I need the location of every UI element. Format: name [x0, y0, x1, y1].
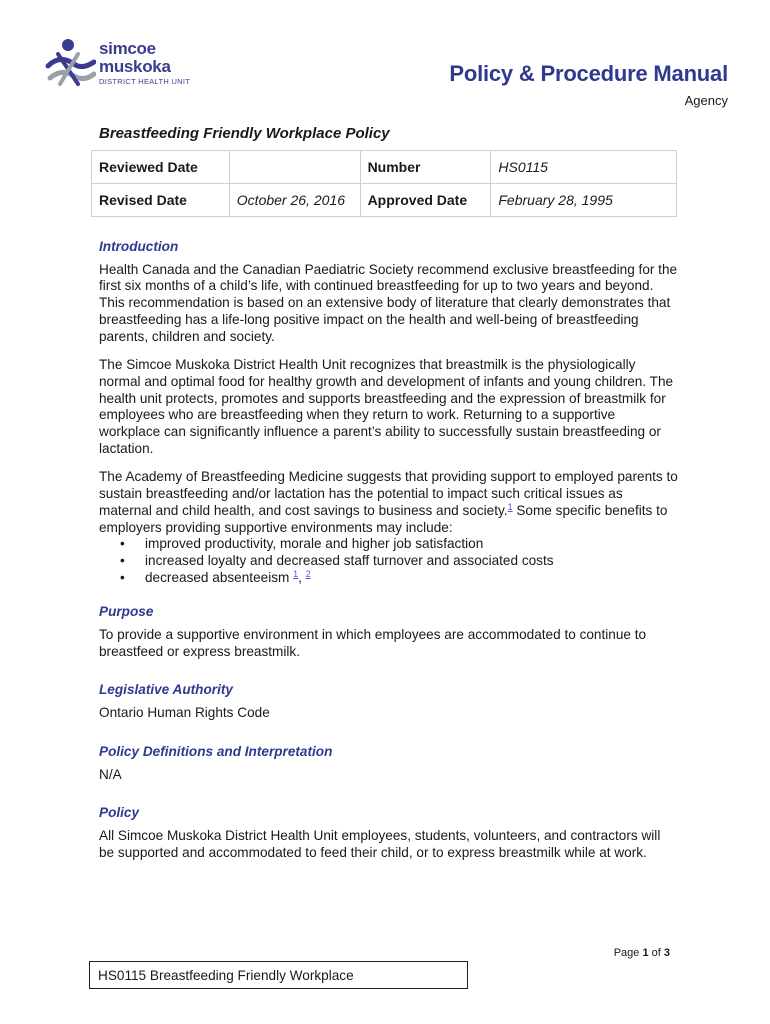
logo-line-3: DISTRICT HEALTH UNIT [99, 77, 191, 86]
policy-definitions-heading: Policy Definitions and Interpretation [99, 743, 333, 759]
number-label: Number [360, 151, 491, 184]
purpose-text: To provide a supportive environment in which employees are accommodated to continue to breastfeed or express breastmilk. [99, 627, 647, 659]
logo-line-1: simcoe [99, 39, 156, 58]
document-title: Breastfeeding Friendly Workplace Policy [99, 125, 390, 142]
policy-heading: Policy [99, 805, 140, 821]
approved-date-value: February 28, 1995 [491, 184, 677, 217]
number-value: HS0115 [491, 151, 677, 184]
manual-title: Policy & Procedure Manual [449, 61, 728, 86]
revised-date-label: Revised Date [92, 184, 230, 217]
table-row [92, 151, 677, 184]
introduction-paragraph-3 [99, 469, 679, 536]
list-item-text: decreased absenteeism [145, 569, 290, 585]
logo-line-2: muskoka [99, 57, 171, 76]
organization-logo [44, 36, 204, 92]
introduction-paragraph-2: The Simcoe Muskoka District Health Unit recognizes that breastmilk is the physiologically normal and optimal food for healthy growth and development of infants and young children. The health unit protects, promotes and supports breastfeeding and the expression of breastmilk for employees who are breastfeeding when they return to work. Returning to a supportive workplace can significantly influence a parent’s ability to successfully sustain breastfeeding or lactation. [99, 357, 674, 456]
introduction-heading: Introduction [99, 239, 179, 254]
paragraph-3-text-b: Some specific benefits to employers providing supportive environments may include: [99, 502, 668, 535]
page-total: 3 [663, 947, 670, 959]
introduction-paragraph-1: Health Canada and the Canadian Paediatric Society recommend exclusive breastfeeding for the first six months of a child’s life, with continued breastfeeding for up to two years and beyond. This recommendation is based on an extensive body of literature that clearly demonstrates that breastfeeding has a life-long positive impact on the health and well-being of breastfeeding parents, children and society. [99, 261, 678, 344]
footnote-separator: , [298, 569, 306, 585]
legislative-authority-heading: Legislative Authority [99, 682, 233, 698]
approved-date-label: Approved Date [360, 184, 491, 217]
agency-label: Agency [684, 93, 728, 108]
benefits-list [99, 536, 679, 586]
footnote-link-1[interactable]: 1 [507, 501, 513, 512]
list-item: • increased loyalty and decreased staff turnover and associated costs [99, 553, 679, 570]
purpose-heading: Purpose [99, 604, 154, 620]
footer-document-label: HS0115 Breastfeeding Friendly Workplace [89, 961, 468, 989]
list-item: • improved productivity, morale and higher job satisfaction [99, 536, 679, 553]
policy-text: All Simcoe Muskoka District Health Unit employees, students, volunteers, and contractors will be supported and accommodated to feed their child, or to express breastmilk while at work. [99, 827, 661, 860]
footnote-link-2[interactable]: 2 [305, 568, 311, 579]
paragraph-3-text-a: The Academy of Breastfeeding Medicine suggests that providing support to employed parents to sustain breastfeeding and/or lactation has the potential to impact such critical issues as maternal and child health, and cost savings to business and society. [99, 469, 678, 518]
table-row [92, 184, 677, 217]
reviewed-date-label: Reviewed Date [92, 151, 230, 184]
revised-date-value: October 26, 2016 [229, 184, 360, 217]
policy-meta-table [91, 150, 677, 217]
page-of: of [648, 947, 664, 959]
logo-figure-icon [44, 36, 96, 88]
document-body [99, 239, 679, 873]
reviewed-date-value [229, 151, 360, 184]
legislative-authority-text: Ontario Human Rights Code [99, 705, 270, 721]
page-current: 1 [642, 947, 649, 959]
page-prefix: Page [613, 947, 643, 959]
policy-definitions-text: N/A [99, 766, 122, 782]
page-number [614, 947, 670, 959]
list-item [99, 570, 679, 587]
footnote-link-1[interactable]: 1 [293, 568, 299, 579]
